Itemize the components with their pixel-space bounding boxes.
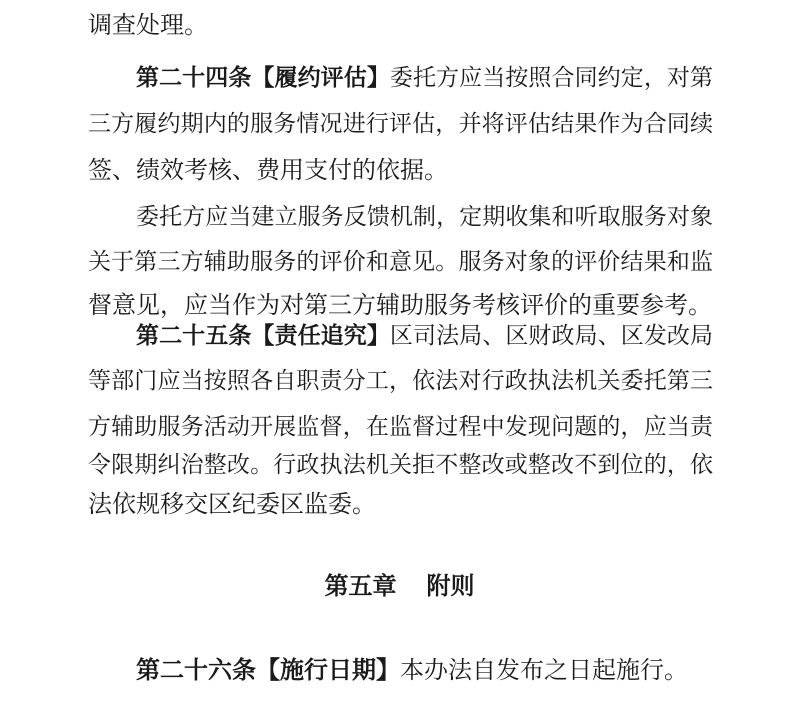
chapter-heading <box>0 569 799 603</box>
article-25-heading: 第二十五条【责任追究】 <box>136 323 390 349</box>
text-span: 调查处理。 <box>88 11 208 39</box>
article-26-heading: 第二十六条【施行日期】 <box>136 656 400 684</box>
article-26-line <box>136 653 713 687</box>
article-24-line-2 <box>88 107 713 141</box>
article-25-line-4 <box>88 448 713 482</box>
text-span: 签、绩效考核、费用支付的依据。 <box>88 156 448 184</box>
paragraph-line <box>88 8 713 42</box>
article-24-line-3 <box>88 153 713 187</box>
text-span: 委托方应当按照合同约定，对第 <box>389 65 714 91</box>
text-span: 关于第三方辅助服务的评价和意见。服务对象的评价结果和监 <box>88 249 713 275</box>
chapter-number: 第五章 <box>324 572 397 600</box>
paragraph-2-line-2 <box>88 245 713 279</box>
article-25-line-2 <box>88 364 713 398</box>
article-25-line-5 <box>88 487 713 521</box>
article-25-line-1 <box>136 319 713 353</box>
chapter-name: 附则 <box>426 572 475 600</box>
text-span: 区司法局、区财政局、区发改局 <box>389 323 714 349</box>
text-span: 令限期纠治整改。行政执法机关拒不整改或整改不到位的，依 <box>88 452 713 478</box>
text-span: 督意见，应当作为对第三方辅助服务考核评价的重要参考。 <box>88 291 712 319</box>
article-24-heading: 第二十四条【履约评估】 <box>136 65 390 91</box>
text-span: 本办法自发布之日起施行。 <box>400 656 688 684</box>
article-25-line-3 <box>88 410 713 444</box>
text-span: 方辅助服务活动开展监督，在监督过程中发现问题的，应当责 <box>88 414 713 440</box>
text-span: 法依规移交区纪委区监委。 <box>88 490 376 518</box>
text-span: 委托方应当建立服务反馈机制，定期收集和听取服务对象 <box>136 204 713 230</box>
text-span: 三方履约期内的服务情况进行评估，并将评估结果作为合同续 <box>88 111 713 137</box>
text-span: 等部门应当按照各自职责分工，依法对行政执法机关委托第三 <box>88 368 713 394</box>
paragraph-2-line-3 <box>88 288 713 322</box>
article-24-line-1 <box>136 61 713 95</box>
paragraph-2-line-1 <box>136 200 713 234</box>
